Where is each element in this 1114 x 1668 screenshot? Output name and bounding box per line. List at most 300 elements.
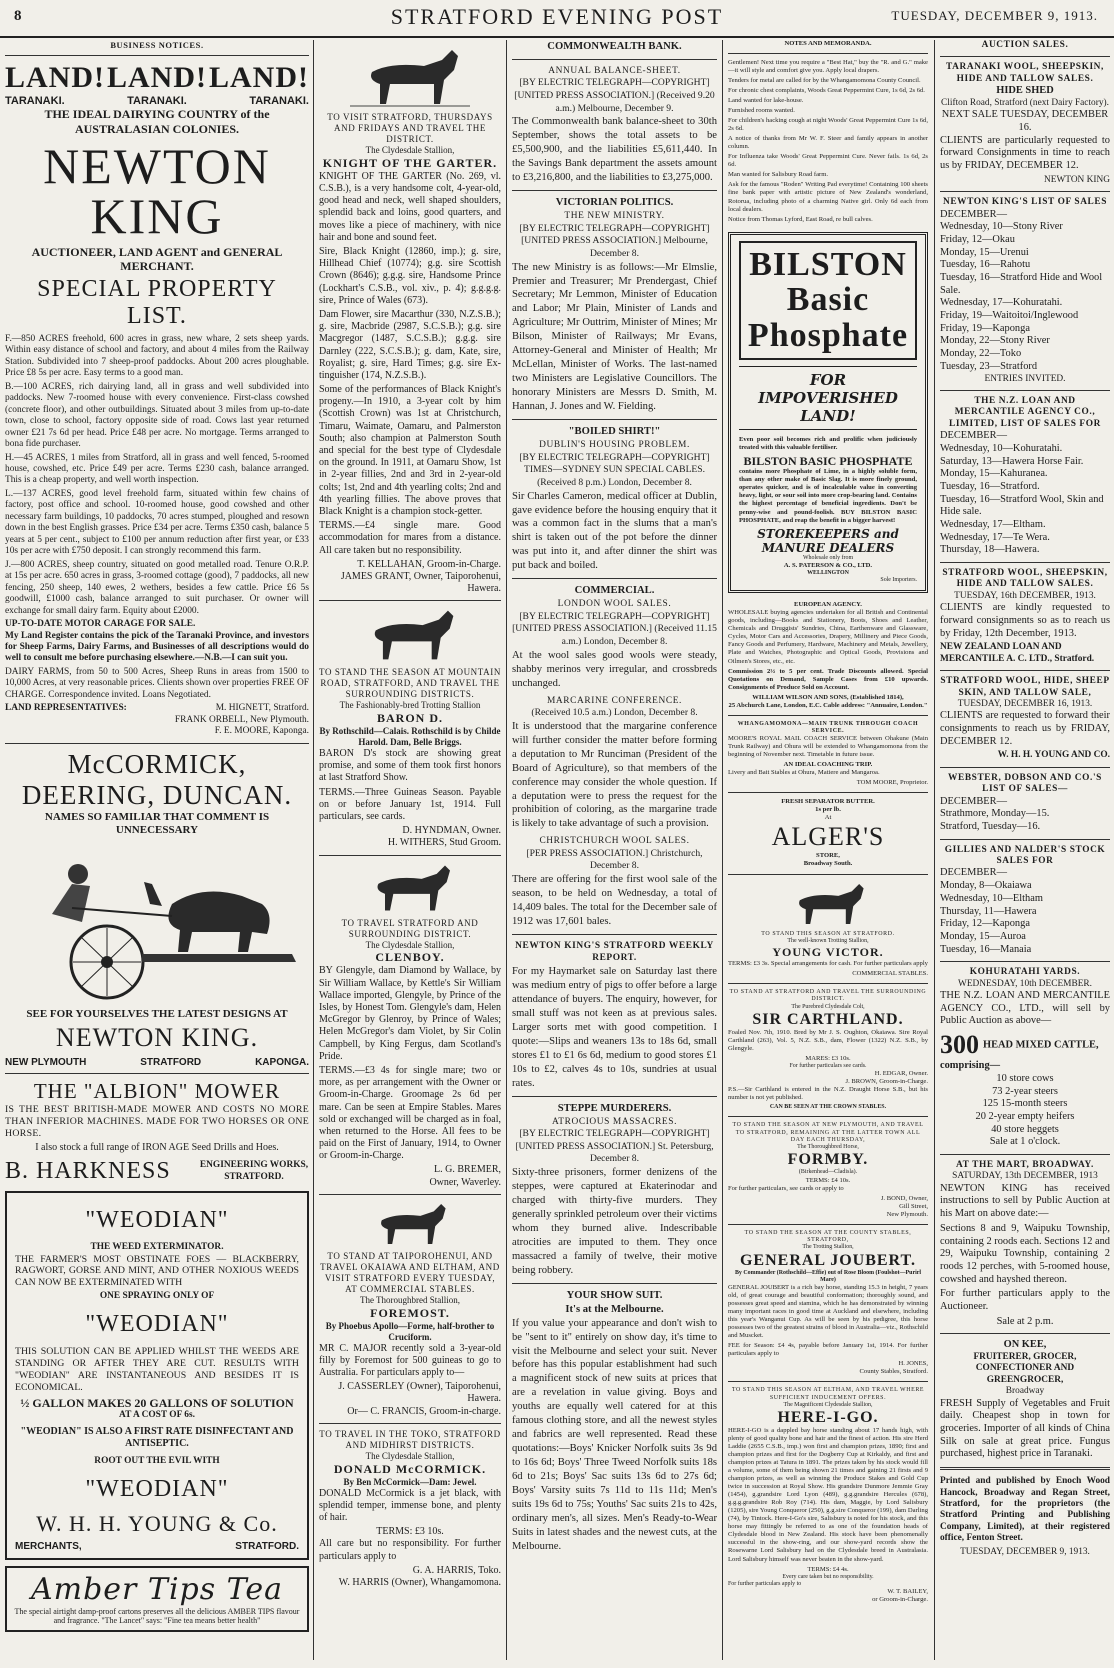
column-stallions	[319, 40, 501, 1660]
signature: TOM MOORE, Proprietor.	[856, 779, 928, 787]
victor-intro: TO STAND THIS SEASON AT STRATFORD.	[761, 930, 895, 937]
sale-item: Tuesday, 16—Stratford.	[940, 480, 1040, 492]
land-word: LAND!	[5, 61, 105, 95]
butter-price: 1s per lb.	[815, 806, 841, 814]
albion-text: IS THE BEST BRITISH-MADE MOWER AND COSTS NO MORE THAN INFERIOR MACHINES. MADE FOR TWO HORSES OR ONE HORSE.	[5, 1104, 309, 1139]
article-body: It is understood that the margarine conference will further consider the matter before forming a deputation to Mr Runciman (President of the Board of Agriculture), so that members of the conference may consider the whole question. If a deputation were to press the request for the prohibition of coloring, as the margarine trade is likely to take advantage of such a provision.	[512, 720, 717, 830]
carthland-name: SIR CARTHLAND.	[752, 1010, 904, 1028]
taranaki-word: TARANAKI.	[127, 95, 187, 108]
note-item: Furnished rooms wanted.	[728, 107, 795, 115]
special-property-list: SPECIAL PROPERTY LIST.	[37, 275, 277, 329]
baron-breed: By Rothschild—Calais. Rothschild is by Childe Harold. Dam, Belle Briggs.	[319, 726, 501, 748]
newton-king-name: NEWTON KING	[43, 137, 271, 244]
masthead	[0, 0, 1114, 38]
taranaki-word: TARANAKI.	[249, 95, 309, 108]
sale-sections: Sections 8 and 9, Waipuku Township, containing 2 roods each. Sections 12 and 29, Waipuku Township, containing 2 roods 12 perches, with 5-roomed house, cowshed and hayshed thereon.	[940, 1222, 1110, 1285]
article-headline: STEPPE MURDERERS.	[557, 1102, 672, 1114]
sale-shed: HIDE SHED	[996, 85, 1054, 97]
article-subhead: It's at the Melbourne.	[565, 1303, 664, 1315]
one-spraying: ONE SPRAYING ONLY OF	[99, 1291, 215, 1302]
rep-name: FRANK ORBELL, New Plymouth.	[174, 714, 309, 725]
joubert-sub: The Trotting Stallion,	[802, 1244, 854, 1251]
note-item: For children's hacking cough at night Woods' Great Peppermint Cure 1s 6d, 2s 6d.	[728, 117, 928, 133]
harkness-sub: ENGINEERING WORKS, STRATFORD.	[199, 1160, 309, 1182]
issue-date: TUESDAY, DECEMBER 9, 1913.	[891, 8, 1098, 23]
sale-further: For further particulars apply to the Auctioneer.	[940, 1288, 1110, 1312]
article-dateline: [BY ELECTRIC TELEGRAPH—COPYRIGHT] TIMES—SYDNEY SUN SPECIAL CABLES. (Received 8 p.m.) London, December 8.	[519, 451, 710, 488]
amber-tips-sub: The special airtight damp-proof cartons preserves all the delicious AMBER TIPS flavour and fragrance. "The Lancet" says: "Fine tea means better health"	[14, 1606, 300, 1626]
listing: L.—137 ACRES, good level freehold farm, situated within few chains of factory, post office and school. 10-roomed house, good cowshed and other necessary farm buildings, 10 paddocks, 70 acres stumped, ploughed and resown down in the best English grasses. Price £34 per acre. Terms £350 cash, balance 5 years at 5 per cent., subject to £100 per annum reduction after first year, or £33 10s per acre with £750 deposit. I can strongly recommend this farm.	[5, 488, 309, 557]
sale-headline: KOHURATAHI YARDS.	[969, 967, 1081, 978]
sale-item: Friday, 12—Kaponga	[940, 918, 1030, 930]
signature: W. H. H. YOUNG AND CO.	[997, 750, 1110, 761]
divider	[728, 983, 928, 984]
euro-body: WHOLESALE buying agencies undertaken for all British and Continental goods, including—Books and Stationery, Boots, Shoes and Leather, Chemicals and Druggists' Sundries, China, Earthenware and Glassware, Cycles, Motor Cars and Accessories, Drapery, Millinery and Piece Goods, Fancy Goods and Perfumery, Hardware, Machinery and Metals, Jewellery, Plate and Watches, Photographic and Optical Goods, Provisions and Oilmen's Stores, etc., etc.	[728, 609, 928, 665]
euro-headline: EUROPEAN AGENCY.	[794, 601, 862, 609]
sale-headline: WEBSTER, DOBSON AND CO.'S LIST OF SALES—	[948, 772, 1102, 795]
article-headline: NEWTON KING'S STRATFORD WEEKLY REPORT.	[515, 941, 714, 964]
article-subhead: THE NEW MINISTRY.	[564, 211, 665, 222]
sale-item: Monday, 15—Auroa	[940, 930, 1026, 942]
article-headline: VICTORIAN POLITICS.	[555, 197, 674, 209]
donald-body: DONALD McCormick is a jet black, with splendid temper, immense bone, and plenty of hair.	[319, 1487, 501, 1523]
young-co-name: W. H. H. YOUNG & Co.	[36, 1510, 278, 1536]
sale-item: Strathmore, Monday—15.	[940, 808, 1050, 820]
knight-name: KNIGHT OF THE GARTER.	[322, 155, 498, 170]
foremost-breed: By Phoebus Apollo—Forme, half-brother to Cruciform.	[325, 1320, 495, 1342]
amber-tips-logo: Amber Tips Tea	[30, 1571, 283, 1607]
taranaki-word: TARANAKI.	[5, 95, 65, 108]
sale-item: Saturday, 13—Hawera Horse Fair.	[940, 455, 1084, 467]
horse-illustration	[350, 46, 470, 108]
algers-store: STORE,	[816, 852, 840, 860]
column-rule	[934, 40, 935, 1660]
column-notes-and-stallions	[728, 40, 928, 1660]
disinfectant-line: "WEODIAN" IS ALSO A FIRST RATE DISINFECTANT AND ANTISEPTIC.	[20, 1425, 294, 1449]
cattle-item: 125 15-month steers	[982, 1098, 1068, 1110]
divider	[728, 1381, 928, 1382]
section-heading: AUCTION SALES.	[981, 40, 1069, 50]
sale-item: Monday, 22—Stony River	[940, 335, 1050, 347]
hereigo-sub: The Magnificent Clydesdale Stallion,	[783, 1401, 873, 1408]
hereigo-intro: TO STAND THIS SEASON AT ELTHAM, AND TRAVEL WHERE SUFFICIENT INDUCEMENT OFFERS.	[731, 1387, 925, 1401]
note-item: Ask for the famous "Roden" Writing Pad everytime! Containing 100 sheets fine bank paper with artistic picture of New Zealand's wonderland, Rotorua, including photo of a charming Native girl. Only 6d each from local dealers.	[728, 181, 928, 213]
column-news	[512, 40, 717, 1660]
entries-invited: ENTRIES INVITED.	[984, 373, 1066, 384]
signature: NEW ZEALAND LOAN AND MERCANTILE A. C. LTD., Stratford.	[940, 642, 1095, 664]
listing: F.—850 ACRES freehold, 600 acres in grass, new whare, 2 sets sheep yards. Within easy distance of school and factory, and about 4 miles from the Railway Station. Subdivided into 7 sheep-proof paddocks. About 200 acres ploughable. Price £8 5s per acre. Easy terms to a good man.	[5, 333, 309, 379]
cost-line: AT A COST OF 6s.	[119, 1410, 195, 1421]
sale-item: Monday, 15—Urenui	[940, 246, 1029, 258]
article-body: For my Haymarket sale on Saturday last there was medium entry of pigs to offer before a large attendance of buyers. The enquiry, however, for small stuff was not keen as at previous sales. Larger sorts met with good competition. I quote:—Slips and weaners 13s to 18s 6d, small stores £1 to £1 6s 6d, medium to good stores £1 10s to £2, calves 4s to 10s, sundries at usual rates.	[512, 965, 717, 1089]
bilston-city: WELLINGTON	[807, 569, 849, 576]
sale-item: Monday, 22—Toko	[940, 348, 1022, 360]
formby-terms: TERMS: £4 10s.	[805, 1176, 851, 1184]
sale-item: Wednesday, 17—Eltham.	[940, 518, 1046, 530]
baron-intro: TO STAND THE SEASON AT MOUNTAIN ROAD, STRATFORD, AND TRAVEL THE SURROUNDING DISTRICTS.	[319, 667, 501, 700]
reps-list	[133, 703, 309, 737]
onkee-address: Broadway	[1005, 1386, 1045, 1397]
mccormick-deering-duncan: McCORMICK, DEERING, DUNCAN.	[21, 748, 293, 810]
clenboy-name: CLENBOY.	[375, 950, 445, 965]
land-word: LAND!	[209, 61, 309, 95]
euro-commission: Commission 2½ to 5 per cent. Trade Discounts allowed. Special Quotations on Demand, Sample Cases from £10 upwards. Consignments of Produce Sold on Account.	[728, 667, 928, 691]
sale-item: Friday, 12—Okau	[940, 233, 1015, 245]
euro-address: 25 Abchurch Lane, London, E.C. Cable address: "Annuaire, London."	[728, 701, 928, 709]
baron-sub: The Fashionably-bred Trotting Stallion	[339, 700, 481, 711]
horse-illustration	[783, 881, 873, 927]
horse-illustration	[355, 607, 465, 663]
knight-intro: TO VISIT STRATFORD, THURSDAYS AND FRIDAYS AND TRAVEL THE DISTRICT.	[327, 112, 493, 144]
taranaki-line	[5, 95, 309, 107]
sale-headline: AT THE MART, BROADWAY.	[956, 1159, 1094, 1170]
sale-body: CLIENTS are kindly requested to forward consignments so as to reach us by Friday, 12th December, 1913.	[940, 602, 1110, 639]
donald-intro: TO TRAVEL IN THE TOKO, STRATFORD AND MIDHIRST DISTRICTS.	[319, 1428, 501, 1450]
weodian-title-2: "WEODIAN"	[85, 1310, 229, 1337]
names-familiar: NAMES SO FAMILIAR THAT COMMENT IS UNNECESSARY	[44, 810, 270, 837]
carthland-ps: P.S.—Sir Carthland is entered in the N.Z. Draught Horse S.B., but his number is not yet published.	[728, 1086, 928, 1102]
note-item: Gentlemen! Next time you require a "Best Hat," buy the "R. and G." make—it will style and comfort give you. Apply local drapers.	[728, 59, 928, 75]
article-subhead: ATROCIOUS MASSACRES.	[551, 1116, 678, 1127]
harkness-block	[5, 1158, 309, 1185]
sale-next: NEXT SALE TUESDAY, DECEMBER 16.	[941, 109, 1109, 133]
signature: J. CASSERLEY (Owner), Taiporohenui, Hawera.	[338, 1381, 501, 1405]
knight-body: Dam Flower, sire Macarthur (330, N.Z.S.B.); g. sire, Macbride (2987, S.C.S.B.); g.g. sire Macgregor (1487, S.C.S.B.); g.g.g. sire Darnley (222, S.C.S.B.); g. dam, Kate, sire, Royalist; g. sire, Hard Times; g.g. sire Ex-tinguisher (174, N.Z.S.B.).	[319, 308, 501, 381]
land-word: LAND!	[107, 61, 207, 95]
clenboy-sub: The Clydesdale Stallion,	[365, 939, 455, 950]
article-subhead: MARCARINE CONFERENCE.	[546, 695, 682, 706]
victor-sub: The well-known Trotting Stallion,	[787, 937, 869, 944]
onkee-sub: FRUITERER, GROCER, CONFECTIONER AND GREENGROCER,	[973, 1352, 1077, 1385]
knight-body: Some of the performances of Black Knight's progeny.—In 1910, a 3-year colt by him (Scottish Crown) was 1st at Christchurch, Timaru, Waimate, Oamaru, and Palmerston South; also champion at Palmerston South and special for the best type of Clydesdale on the ground. In 1911, at Oamaru Show, 1st in 2-year fillies, 2nd and 3rd in 2-year-old colts; 1st, 2nd and 4th yearling colts; 2nd and 4th yearling fillies. The above proves that Black Knight is a champion stock-getter.	[319, 384, 501, 517]
bilston-agent: A. S. PATERSON & CO., LTD.	[783, 561, 873, 569]
signature: New Plymouth.	[886, 1210, 928, 1218]
sale-item: Wednesday, 10—Stony River	[940, 221, 1063, 233]
sale-item: Tuesday, 23—Stratford	[940, 360, 1038, 372]
bilston-store: STOREKEEPERS and MANURE DEALERS	[757, 526, 899, 555]
signature: H. EDGAR, Owner.	[874, 1070, 928, 1078]
signature: D. HYNDMAN, Owner.	[402, 825, 501, 837]
column-business-notices	[5, 40, 309, 1660]
signature: JAMES GRANT, Owner, Taiporohenui, Hawera.	[340, 570, 501, 595]
sale-headline: TARANAKI WOOL, SHEEPSKIN, HIDE AND TALLOW SALES.	[946, 62, 1104, 84]
divider	[728, 1116, 928, 1117]
sale-body: THE N.Z. LOAN AND MERCANTILE AGENCY CO., LTD., will sell by Public Auction as above—	[940, 990, 1110, 1027]
coach-body: MOORE'S ROYAL MAIL COACH SERVICE between Ohakune (Main Trunk Railway) and Ohura will be extended to Whangamomona from the beginning of November next. Timetable in future issue.	[728, 735, 928, 759]
donald-sub: The Clydesdale Stallion,	[365, 1450, 455, 1461]
signature: T. KELLAHAN, Groom-in-Charge.	[357, 558, 501, 570]
butter-at: At	[824, 814, 832, 822]
imprint: Printed and published by Enoch Wood Hancock, Broadway and Regan Street, Stratford, for the proprietors (the Stratford Printing and Publishing Company, Limited), at their registered office, Fenton Street.	[940, 1476, 1110, 1544]
sale-item: Wednesday, 10—Kohuratahi.	[940, 442, 1063, 454]
column-rule	[506, 40, 507, 1660]
formby-name: FORMBY.	[787, 1151, 869, 1169]
sale-item: Monday, 8—Okaiawa	[940, 880, 1032, 892]
victor-stables: COMMERCIAL STABLES.	[852, 970, 928, 978]
bilston-head2: BILSTON BASIC PHOSPHATE	[743, 453, 913, 468]
coach-livery: Livery and Bait Stables at Ohura, Matiere and Mangaroa.	[728, 769, 880, 777]
newton-king-2: NEWTON KING.	[55, 1023, 259, 1053]
article-subhead: CHRISTCHURCH WOOL SALES.	[539, 836, 690, 847]
article-body: If you value your appearance and don't wish to be "sent to it" entirely on show day, it's time to visit the Melbourne and select your suit. Never before has this popular establishment had such a magnificent stock of new suits at prices that are a revelation in value giving. Boys and youths are equally well catered for at this famous clothing store, and all the newest styles and fabrics are well represented. Read these quotations:—Boys' Knicker Norfolk suits 3s 9d to 16s 6d; Boys' Three Tweed Norfolk suits 18s 6d to 21s; Boys' Sac suits 13s 6d to 27s 6d; Boys' Varsity suits 7s 11d to 11s 11d; Men's suits 19s 6d to 75s; Youths' Sac suits 21s to 42s, ordinary men's, all sizes. Men's Ready-to-Wear Suits in latest shades and the newest cuts, at the Melbourne.	[512, 1317, 717, 1553]
euro-firm: WILLIAM WILSON AND SONS, (Established 1814),	[752, 693, 904, 701]
foremost-intro: TO STAND AT TAIPOROHENUI, AND TRAVEL OKAIAWA AND ELTHAM, AND VISIT STRATFORD EVERY TUESDAY, AT COMMERCIAL STABLES.	[320, 1250, 500, 1294]
donald-name: DONALD McCORMICK.	[333, 1461, 487, 1476]
gallon-line: ½ GALLON MAKES 20 GALLONS OF SOLUTION	[20, 1395, 294, 1410]
article-subhead: ANNUAL BALANCE-SHEET.	[548, 65, 681, 76]
horse-illustration	[365, 1201, 455, 1247]
sale-body: NEWTON KING has received instructions to sell by Public Auction at his Mart on above date:—	[940, 1182, 1110, 1220]
signature: H. WITHERS, Stud Groom.	[387, 837, 501, 849]
foes-text: THE FARMER'S MOST OBSTINATE FOES — BLACKBERRY, RAGWORT, GORSE AND MINT, AND OTHER NOXIOUS WEEDS CAN NOW BE EXTERMINATED WITH	[15, 1253, 299, 1289]
sale-item: Tuesday, 16—Manaia	[940, 943, 1032, 955]
imprint-date: TUESDAY, DECEMBER 9, 1913.	[960, 1546, 1090, 1557]
sale-date: TUESDAY, DECEMBER 16, 1913.	[957, 698, 1093, 709]
bilston-from: Wholesale only from	[802, 554, 854, 561]
newspaper-title: STRATFORD EVENING POST	[390, 4, 724, 29]
cattle-item: 73 2-year steers	[992, 1085, 1058, 1097]
carthland-intro: TO STAND AT STRATFORD AND TRAVEL THE SURROUNDING DISTRICT.	[729, 989, 927, 1003]
carthland-mares: MARES: £3 10s.	[805, 1054, 851, 1062]
article-body: There are offering for the first wool sale of the season, to be held on Wednesday, a total of 14,409 bales. The total for the December sale of 1912 was 17,601 bales.	[512, 874, 717, 928]
victor-name: YOUNG VICTOR.	[772, 944, 884, 959]
article-body: Sir Charles Cameron, medical officer at Dublin, gave evidence before the housing enquiry that it was a common fact in the slums that a man's shirt is taken out of the pot before the dinner was put into it, and after dinner the shirt was put back and boiled.	[512, 490, 717, 572]
article-headline: YOUR SHOW SUIT.	[566, 1289, 663, 1301]
article-dateline: [BY ELECTRIC TELEGRAPH—COPYRIGHT] [UNITED PRESS ASSOCIATION.] St. Petersburg, December 8.	[515, 1127, 714, 1165]
cattle-item: 40 store heggets	[991, 1123, 1059, 1135]
note-item: Land wanted for lake-house.	[728, 97, 804, 105]
sale-item: Friday, 19—Kaponga	[940, 322, 1030, 334]
merchants-label: MERCHANTS,	[15, 1540, 82, 1552]
land-representatives	[5, 703, 309, 737]
sale-item: Stratford, Tuesday—16.	[940, 820, 1041, 832]
foremost-sub: The Thoroughbred Stallion,	[359, 1294, 461, 1305]
joubert-name: GENERAL JOUBERT.	[739, 1251, 917, 1269]
algers-address: Broadway South.	[803, 860, 853, 868]
sale-month: DECEMBER—	[940, 208, 1007, 220]
signature: or Groom-in-Charge.	[872, 1596, 928, 1604]
baron-terms: TERMS.—Three Guineas Season. Payable on or before January 1st, 1914. Full particulars, see cards.	[319, 786, 501, 822]
butter-headline: FRESH SEPARATOR BUTTER.	[781, 798, 875, 806]
ideal-dairying: THE IDEAL DAIRYING COUNTRY of the AUSTRALASIAN COLONIES.	[44, 107, 270, 136]
article-headline: COMMONWEALTH BANK.	[547, 41, 682, 52]
column-rule	[313, 40, 314, 1660]
coach-headline: WHANGAMOMONA—MAIN TRUNK THROUGH COACH SERVICE.	[737, 720, 919, 734]
sale-body: CLIENTS are particularly requested to forward Consignments in time to reach us by FRIDAY, DECEMBER 12.	[940, 134, 1110, 172]
branch-towns	[5, 1057, 309, 1068]
horse-illustration	[360, 862, 460, 914]
bilston-for: FOR IMPOVERISHED LAND!	[739, 366, 917, 430]
listing: B.—100 ACRES, rich dairying land, all in grass and well subdivided into paddocks. New 7-roomed house with every convenience. First-class cowshed (concrete floor), and other outbuildings. Situated about 3 miles from up-to-date town, close to school, factory opposite side of road. Cows last year returned owner £21 7s 6d per head. Price £48 per acre. No mortgage. Terms arranged to bona fide purchaser.	[5, 381, 309, 450]
amber-tips-ad	[5, 1566, 309, 1633]
sale-headline: GILLIES AND NALDER'S STOCK SALES FOR	[944, 844, 1106, 867]
sale-month: DECEMBER—	[940, 795, 1007, 807]
foremost-name: FOREMOST.	[370, 1305, 450, 1320]
article-dateline: [BY ELECTRIC TELEGRAPH—COPYRIGHT] [UNITED PRESS ASSOCIATION.] (Received 9.20 a.m.) Melbourne, December 9.	[514, 77, 715, 114]
article-dateline: [PER PRESS ASSOCIATION.] Christchurch, December 8.	[526, 847, 703, 872]
hereigo-care: Every care taken but no responsibility.	[782, 1573, 874, 1580]
merchants-town: STRATFORD.	[235, 1540, 299, 1552]
signature: J. BROWN, Groom-in-Charge.	[845, 1078, 928, 1086]
article-dateline: [BY ELECTRIC TELEGRAPH—COPYRIGHT] [UNITED PRESS ASSOCIATION.] Melbourne, December 8.	[519, 222, 710, 259]
sale-item: Tuesday, 16—Stratford Wool, Skin and Hide sale.	[940, 493, 1104, 518]
hereigo-name: HERE-I-GO.	[777, 1409, 879, 1427]
signature: W. T. BAILEY,	[887, 1588, 928, 1596]
solution-text: THIS SOLUTION CAN BE APPLIED WHILST THE WEEDS ARE STANDING OR AFTER THEY ARE CUT. RESULTS WITH "WEODIAN" ARE INSTANTANEOUS AND BESIDES IT IS ECONOMICAL.	[15, 1345, 299, 1393]
sale-item: Thursday, 18—Hawera.	[940, 544, 1040, 556]
baron-name: BARON D.	[376, 711, 443, 726]
clenboy-body: BY Glengyle, dam Diamond by Wallace, by Sir William Wallace, by Kettle's Sir William Wallace imported, Glengyle, by Prince of the Isles, by Honest Tom. Glengyle's dam, Helen McGregor by Glenroy, by Prince of Wales; Helen McGregor's dam Violet, by Sir Colin Campbell, by King Fergus, dam Scotland's Pride.	[319, 965, 501, 1062]
signature: Gill Street,	[899, 1202, 928, 1210]
joubert-body: GENERAL JOUBERT is a rich bay horse, standing 15.3 in height, 7 years old, of great courage and beautiful conformation; thoroughly sound, and possesses great speed and stamina, which he has demonstrated by winning many important races in good time at Auckland and elsewhere, including this year's Wanganui Cup. As will be seen by his pedigree, this horse possesses two of the greatest strains of blood in Australia—viz., Rothschild and Muscket.	[728, 1283, 928, 1340]
auctioneer-line: AUCTIONEER, LAND AGENT and GENERAL MERCHANT.	[31, 244, 283, 274]
notes-headline: NOTES AND MEMORANDA.	[784, 40, 872, 47]
root-out-line: ROOT OUT THE EVIL WITH	[94, 1456, 220, 1467]
article-subhead: LONDON WOOL SALES.	[557, 599, 672, 610]
article-body: The Commonwealth bank balance-sheet to 30th September, shows the total assets to be £5,500,900, and the liabilities £5,611,440. In the Savings Bank department the assets amount to £3,216,800, and the liabilities to £3,275,000.	[512, 116, 717, 184]
signature: NEWTON KING	[1044, 174, 1110, 185]
hereigo-cards: For further particulars apply to	[728, 1580, 802, 1587]
coach-trip: AN IDEAL COACHING TRIP.	[783, 761, 873, 769]
sale-item: Wednesday, 17—Te Wera.	[940, 531, 1050, 543]
signature: Or— C. FRANCIS, Groom-in-charge.	[347, 1405, 501, 1417]
cattle-item: 10 store cows	[996, 1072, 1054, 1084]
hereigo-terms: TERMS: £4 4s.	[807, 1565, 849, 1573]
sale-item: Tuesday, 16—Rahotu	[940, 259, 1031, 271]
listing: J.—800 ACRES, sheep country, situated on good metalled road. Tenure O.R.P. at 15s per acre. 650 acres in grass, 3-roomed cottage (good), 7 paddocks, all new fencing, 250 sheep, 140 ewes, 2 wethers, besides a few cattle. Price £6 5s goodwill, £1000 cash, balance arranged to suit purchaser. Or owner will exchange for small dairy farm. Equity about £2000.	[5, 559, 309, 616]
formby-cards: For further particulars, see cards or apply to	[728, 1184, 844, 1192]
article-subhead: DUBLIN'S HOUSING PROBLEM.	[539, 440, 690, 451]
motor-heading: UP-TO-DATE MOTOR CARAGE FOR SALE.	[5, 619, 196, 630]
page-number: 8	[14, 8, 22, 24]
rep-name: F. E. MOORE, Kaponga.	[214, 726, 309, 737]
victor-terms: TERMS: £3 3s. Special arrangements for cash. For further particulars apply	[728, 959, 928, 967]
weodian-title-3: "WEODIAN"	[85, 1475, 229, 1502]
albion-mower: THE "ALBION" MOWER	[33, 1079, 281, 1104]
merchants-line	[15, 1541, 299, 1552]
formby-sub: The Thoroughbred Horse,	[797, 1144, 859, 1151]
knight-sub: The Clydesdale Stallion,	[365, 144, 455, 155]
reps-label: LAND REPRESENTATIVES:	[5, 703, 127, 714]
carthland-cards: For further particulars see cards.	[789, 1062, 867, 1069]
article-dateline: [BY ELECTRIC TELEGRAPH—COPYRIGHT] [UNITED PRESS ASSOCIATION.] (Received 11.15 a.m.) London, December 8.	[512, 610, 717, 648]
signature: H. JONES,	[898, 1360, 928, 1368]
weodian-ad	[5, 1191, 309, 1559]
knight-terms: TERMS.—£4 single mare. Good accommodation for mares from a distance. All care taken but no responsibility.	[319, 520, 501, 556]
town: NEW PLYMOUTH	[5, 1057, 87, 1069]
signature: W. HARRIS (Owner), Whangamomona.	[338, 1576, 501, 1588]
note-item: For chronic chest complaints, Woods Great Peppermint Cure, 1s 6d, 2s 6d.	[728, 87, 925, 95]
hereigo-body: HERE-I-GO is a dappled bay horse standing about 17 hands high, with plenty of good quality bone and hair and the finest of action. His sire Herd Laddie (2655 C.S.B., imp.) won first and champion prizes, 1890; first and champion prizes and first for the Dogberry Cup at Kirkaldy, and first and champion prizes at Tatura in 1891. The prizes taken by his stock would fill a volume, some of them being shown 21 times and gaining 21 firsts and 9 champion prizes, as well as winning the Produce Stakes and Gold Cup twice in succession at Royal Show. His grandsire Dunmore Jemmie Gray (1454), g.grandsire Lord Lyon (489), g.g.grandsire Hercules (678), g.g.g.grandsire Rob Roy (714). His dam, Maggie, by Lord Salisbury (1205), sire Young Conqueror (250), g.g.sire Conqueror (199), dam Darling (74), by Tintock. Here-I-Go's sire, Salisbury is noted for his stock, and this horse may fittingly be referred to as one of the foundation heads of Clydesdale blood in New Zealand. His stock have been phenomenally successful in the show-ring, and our show-yard records show the Rosewarne Lord Salisbury had on the Clydesdale breed in Australasia. Lord Salisbury himself was never beaten in the show-yard.	[728, 1427, 928, 1563]
cattle-count: 300	[940, 1030, 979, 1060]
sale-date: SATURDAY, 13th DECEMBER, 1913	[952, 1171, 1098, 1182]
bilston-sole: Sole Importers.	[880, 577, 917, 584]
foremost-body: MR C. MAJOR recently sold a 3-year-old filly by Foremost for 500 guineas to go to Australia. For particulars apply to—	[319, 1342, 501, 1378]
knight-body: Sire, Black Knight (12860, imp.); g. sire, Hillhead Chief (10774); g.g. sire Scottish Crown (8646); g.g.g. sire, Handsome Prince (Lockhart's C.S.B., vol. xiv., p. 4); g.g.g.g. sire, Prince of Wales (673).	[319, 246, 501, 306]
iron-age-line: I also stock a full range of IRON AGE Seed Drills and Hoes.	[35, 1141, 279, 1153]
dairy-farms-text: DAIRY FARMS, from 50 to 500 Acres, Sheep Runs in areas from 1500 to 10,000 Acres, at very reasonable prices. Clients shown over properties FREE OF CHARGE. Correspondence invited. Loans Negotiated.	[5, 666, 309, 700]
town: KAPONGA.	[255, 1057, 309, 1069]
donald-breed: By Ben McCormick—Dam: Jewel.	[343, 1476, 477, 1487]
sale-headline: NEWTON KING'S LIST OF SALES	[942, 197, 1108, 208]
donald-terms: TERMS: £3 10s.	[376, 1526, 444, 1538]
sale-month: DECEMBER—	[940, 430, 1007, 442]
sale-month: DECEMBER—	[940, 867, 1007, 879]
article-body: The new Ministry is as follows:—Mr Elmslie, Premier and Treasurer; Mr Prendergast, Chief Secretary; Mr Lemmon, Minister of Education and Labor; Mr Plain, Minister of Lands and Agriculture; Mr Outtrim, Minister of Mines; Mr Bilson, Minister of Railways; Mr Evans, Attorney-General and Minister of Health; Mr McLellan, Minister of Works. The last-named two Ministers are Legislative Councillors. The honorary Ministers are Messrs D. Smith, M. Hannan, J. Jones and W. Fielding.	[512, 261, 717, 413]
clenboy-terms: TERMS.—£3 4s for single mare; two or more, as per arrangement with the Owner or Groom-in-Charge. Groomage 2s 6d per mare. Can be seen at Empire Stables. Mares sold or exchanged will be charged as in foal, when returned to the Horse. All fees to be paid on the First of January, 1914, to Owner or Groom-in-Charge.	[319, 1064, 501, 1162]
harkness-name: B. HARKNESS	[5, 1158, 171, 1185]
sale-headline: THE N.Z. LOAN AND MERCANTILE AGENCY CO., LIMITED, LIST OF SALES FOR	[949, 395, 1101, 429]
weed-exterminator: THE WEED EXTERMINATOR.	[90, 1242, 224, 1253]
sale-date: WEDNESDAY, 10th DECEMBER.	[958, 978, 1092, 989]
donald-care: All care but no responsibility. For further particulars apply to	[319, 1538, 501, 1562]
note-item: Notice from Thomas Lyford, East Road, re bull calves.	[728, 215, 873, 223]
section-heading: BUSINESS NOTICES.	[110, 40, 204, 50]
sale-item: Friday, 19—Waitoitoi/Inglewood	[940, 310, 1079, 322]
see-designs: SEE FOR YOURSELVES THE LATEST DESIGNS AT	[26, 1007, 288, 1020]
note-item: Tenders for metal are called for by the Whangamomona County Council.	[728, 77, 921, 85]
bilston-body2: contains more Phosphate of Lime, in a highly soluble form, than any other make of Basic Slag. It is more finely ground, operates quicker, and is of incalculable value in converting heavy, light, or sour soil into more crop-bearing land. Contains the highest percentage of beneficial ingredients. Don't be penny-wise and pound-foolish. BUY BILSTON BASIC PHOSPHATE, and reap the benefit in a bigger harvest!	[739, 468, 917, 524]
sale-headline: STRATFORD WOOL, SHEEPSKIN, HIDE AND TALLOW SALES.	[942, 568, 1108, 590]
onkee-body: FRESH Supply of Vegetables and Fruit daily. Cheapest shop in town for groceries. Importer of all kinds of China Silk on sale at great price. Fungus purchased, highest price in Taranaki.	[940, 1397, 1110, 1460]
sale-item: Thursday, 11—Hawera	[940, 905, 1037, 917]
article-body: Sixty-three prisoners, former denizens of the steppes, were captured at Ekaterinodar and charged with thirty-five murders. They generally sprinkled petroleum over their victims whom they burned alive. Indescribable atrocities are imputed to them. They once massacred a family of twelve, their motive being robbery.	[512, 1166, 717, 1276]
joubert-fee: FEE for Season: £4 4s, payable before January 1st, 1914. For further particulars apply to	[728, 1342, 928, 1358]
mower-illustration	[12, 844, 302, 1004]
sale-item: Monday, 15—Kahuranea.	[940, 468, 1048, 480]
town: STRATFORD	[140, 1057, 202, 1069]
baron-body: BARON D's stock are showing great promise, and some of them took first honors at last Stratford Show.	[319, 748, 501, 784]
clenboy-intro: TO TRAVEL STRATFORD AND SURROUNDING DISTRICT.	[341, 917, 479, 939]
article-body: At the wool sales good wools were steady, shabby merinos very irregular, and crossbreds unchanged.	[512, 649, 717, 689]
algers-name: ALGER'S	[771, 822, 885, 852]
cattle-desc: HEAD MIXED CATTLE, comprising—	[940, 1039, 1099, 1072]
signature: County Stables, Stratford.	[859, 1368, 928, 1376]
carthland-sub: The Purebred Clydesdale Colt,	[791, 1003, 865, 1010]
joubert-breed: By Commander (Rothschild—Effie) out of Rose Bloom (Foulshot—Purirl Mare)	[734, 1269, 922, 1283]
land-headline	[5, 61, 309, 95]
article-dateline: (Received 10.5 a.m.) London, December 8.	[531, 707, 698, 718]
carthland-body: Foaled Nov. 7th, 1910. Bred by Mr J. S. Oughton, Okaiawa. Sire Royal Carthland (263), Vol. 5, N.Z. S.B., dam, Flower (1322) N.Z. S.B., by Glengyle.	[728, 1028, 928, 1052]
sale-item: Wednesday, 10—Eltham	[940, 892, 1043, 904]
sale-item: Wednesday, 17—Kohuratahi.	[940, 297, 1063, 309]
sale-time: Sale at 2 p.m.	[996, 1315, 1054, 1327]
sale-item: Tuesday, 16—Stratford Hide and Wool Sale.	[940, 272, 1103, 296]
formby-intro: TO STAND THE SEASON AT NEW PLYMOUTH, AND TRAVEL TO STRATFORD, REMAINING AT THE LATTER TOWN ALL DAY EACH THURSDAY,	[732, 1122, 924, 1143]
article-headline: COMMERCIAL.	[574, 585, 655, 597]
column-rule	[722, 40, 723, 1660]
note-item: Man wanted for Salisbury Road farm.	[728, 171, 828, 179]
formby-breed: (Birkenhead—Cladisla).	[798, 1169, 858, 1176]
rep-name: M. HIGNETT, Stratford.	[215, 703, 309, 714]
signature: J. BOND, Owner,	[880, 1194, 928, 1202]
listing: H.—45 ACRES, 1 miles from Stratford, all in grass and well fenced, 5-roomed house, cowshed, etc. Price £49 per acre. Terms £230 cash, balance arranged. This is a cheap property, and well worth inspection.	[5, 452, 309, 486]
bilston-body: Even poor soil becomes rich and prolific when judiciously treated with this valuable fertiliser.	[739, 435, 917, 451]
bilston-ad	[728, 232, 928, 594]
article-headline: "BOILED SHIRT!"	[568, 426, 661, 438]
motor-text: My Land Register contains the pick of the Taranaki Province, and investors for Sheep Farms, Dairy Farms, and Businesses of all descriptions would do well to consult me before purchasing elsewhere.—N.B.—I can suit you.	[5, 630, 309, 664]
note-item: For Influenza take Woods' Great Peppermint Cure. Never fails. 1s 6d, 2s 6d.	[728, 153, 928, 169]
column-auction-sales	[940, 40, 1110, 1660]
sale-body: CLIENTS are requested to forward their consignments to reach us by FRIDAY, DECEMBER 12.	[940, 710, 1110, 747]
sale-headline: STRATFORD WOOL, HIDE, SHEEP SKIN, AND TALLOW SALE,	[940, 676, 1110, 698]
sale-date: TUESDAY, 16th DECEMBER, 1913.	[954, 590, 1096, 601]
sale-address: Clifton Road, Stratford (next Dairy Factory).	[941, 97, 1109, 108]
joubert-intro: TO STAND THE SEASON AT THE COUNTY STABLES, STRATFORD,	[744, 1229, 912, 1244]
signature: G. A. HARRIS, Toko.	[412, 1564, 501, 1576]
bilston-title: BILSTON Basic Phosphate	[739, 241, 917, 360]
divider	[728, 1224, 928, 1225]
